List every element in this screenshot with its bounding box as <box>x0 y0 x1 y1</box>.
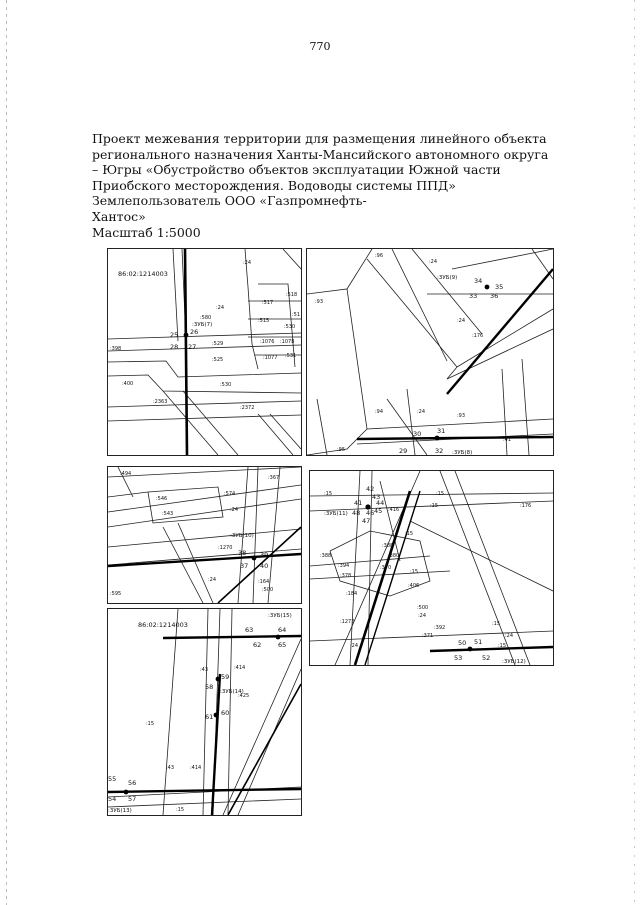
map-label: :24 <box>350 643 359 649</box>
route-line <box>430 647 553 651</box>
map-label: :15 <box>176 807 185 813</box>
point-number: 55 <box>108 775 117 783</box>
map-label: :24 <box>505 633 514 639</box>
map-label: :530 <box>284 324 296 330</box>
point-number: 34 <box>474 277 483 285</box>
map-label: :1273 <box>340 619 355 625</box>
point-number: 30 <box>413 430 422 438</box>
map-label: :1077 <box>263 355 278 361</box>
map-label: :414 <box>190 765 202 771</box>
map-panel-4-drawing <box>310 471 553 665</box>
point-number: 33 <box>469 292 478 300</box>
map-label: :96 <box>375 253 384 259</box>
point-number: 65 <box>278 641 287 649</box>
point-number: 32 <box>435 447 444 455</box>
point-number: 35 <box>495 283 504 291</box>
point-number: 26 <box>190 328 199 336</box>
parcel-label: :3УБ(10) <box>230 533 254 539</box>
point-number: 61 <box>205 713 214 721</box>
map-panel-5 <box>107 608 302 816</box>
map-label: :184 <box>346 591 358 597</box>
map-label: :367 <box>268 475 280 481</box>
map-label: :416 <box>388 507 400 513</box>
map-label: :546 <box>156 496 168 502</box>
cadastral-number: 86:02:1214003 <box>118 270 168 278</box>
map-label: :580 <box>200 315 212 321</box>
route-line <box>212 674 220 815</box>
point-number: 59 <box>221 673 230 681</box>
map-label: :24 <box>429 259 438 265</box>
map-label: :494 <box>120 471 132 477</box>
heading-line: – Югры «Обустройство объектов эксплуатации Южной части <box>92 162 501 178</box>
page-heading <box>92 131 549 240</box>
survey-point-dot <box>124 790 129 795</box>
point-number: 28 <box>170 343 179 351</box>
point-number: 64 <box>278 626 287 634</box>
heading-line: Приобского месторождения. Водоводы системы ППД» <box>92 177 456 193</box>
point-number: 63 <box>245 626 254 634</box>
map-label: :425 <box>238 693 250 699</box>
map-label: :414 <box>234 665 246 671</box>
map-label: :93 <box>315 299 324 305</box>
map-label: :43 <box>166 765 175 771</box>
map-label: :94 <box>375 409 384 415</box>
map-label: :400 <box>122 381 134 387</box>
parcel-label: :3УБ(14) <box>220 689 244 695</box>
point-number: 31 <box>437 427 446 435</box>
map-label: :500 <box>262 587 274 593</box>
map-label: :371 <box>422 633 434 639</box>
survey-point-dot <box>252 556 257 561</box>
route-line <box>108 789 301 792</box>
map-panel-5-drawing <box>108 609 301 815</box>
point-number: 43 <box>372 493 381 501</box>
map-label: :530 <box>220 382 232 388</box>
map-label: :388 <box>382 543 394 549</box>
map-label: :388 <box>320 553 332 559</box>
map-label: :531 <box>285 353 297 359</box>
map-label: :24 <box>208 577 217 583</box>
heading-line: Проект межевания территории для размещения линейного объекта <box>92 131 547 146</box>
map-label: :1076 <box>260 339 275 345</box>
parcel-label: :3УБ(8) <box>452 450 473 455</box>
map-panel-3 <box>107 466 302 604</box>
heading-line: регионального назначения Ханты-Мансийского автономного округа <box>92 146 549 162</box>
map-label: :15 <box>146 721 155 727</box>
point-number: 41 <box>354 499 363 507</box>
map-label: :15 <box>498 643 507 649</box>
point-number: 44 <box>376 499 385 507</box>
route-line <box>357 437 553 439</box>
map-label: :15 <box>410 569 419 575</box>
map-label: :398 <box>110 346 122 352</box>
map-label: :518 <box>286 292 298 298</box>
map-label: :2363 <box>153 399 168 405</box>
point-number: 36 <box>490 292 499 300</box>
survey-point-dot <box>485 285 490 290</box>
point-number: 42 <box>366 485 375 493</box>
point-number: 53 <box>454 654 463 662</box>
map-label: :24 <box>216 305 225 311</box>
heading-line: Масштаб 1:5000 <box>92 224 201 240</box>
map-label: :24 <box>417 409 426 415</box>
map-label: :394 <box>338 563 350 569</box>
parcel-label: :3УБ(13) <box>108 808 132 814</box>
map-label: :15 <box>324 491 333 497</box>
map-label: :392 <box>434 625 446 631</box>
survey-point-dot <box>184 333 189 338</box>
point-number: 45 <box>374 507 383 515</box>
map-panel-1-drawing <box>108 249 301 455</box>
parcel-label: :3УБ(11) <box>324 511 348 517</box>
cadastral-number: 86:02:1214003 <box>138 621 188 629</box>
point-number: 25 <box>170 331 179 339</box>
map-label: :51 <box>292 312 301 318</box>
survey-point-dot <box>276 635 281 640</box>
map-label: :543 <box>162 511 174 517</box>
point-number: 54 <box>108 795 117 803</box>
point-number: 47 <box>362 517 371 525</box>
map-label: :176 <box>472 333 484 339</box>
survey-point-dot <box>468 647 473 652</box>
map-panel-2 <box>306 248 554 456</box>
point-number: 38 <box>238 549 247 557</box>
point-number: 56 <box>128 779 137 787</box>
map-label: :406 <box>408 583 420 589</box>
map-label: :24 <box>457 318 466 324</box>
survey-point-dot <box>214 713 219 718</box>
parcel-label: :3УБ(7) <box>192 322 213 328</box>
point-number: 48 <box>352 509 361 517</box>
point-number: 27 <box>188 343 197 351</box>
map-label: :24 <box>418 613 427 619</box>
map-panel-3-drawing <box>108 467 301 603</box>
map-label: :2372 <box>240 405 255 411</box>
map-label: :529 <box>212 341 224 347</box>
route-line <box>228 684 301 815</box>
point-number: 60 <box>221 709 230 717</box>
parcel-label: :3УБ(12) <box>502 659 526 665</box>
point-number: 51 <box>474 638 483 646</box>
map-panel-4 <box>309 470 554 666</box>
point-number: 57 <box>128 795 137 803</box>
route-line <box>185 249 187 455</box>
point-number: 37 <box>240 562 249 570</box>
scan-edge-right <box>634 0 635 905</box>
map-label: :15 <box>492 621 501 627</box>
survey-point-dot <box>435 436 440 441</box>
map-label: :525 <box>212 357 224 363</box>
map-label: :164 <box>258 579 270 585</box>
parcel-label: :3УБ(15) <box>268 613 292 619</box>
map-label: :15 <box>405 531 414 537</box>
map-label: :176 <box>520 503 532 509</box>
map-label: :24 <box>243 260 252 266</box>
map-label: :93 <box>457 413 466 419</box>
map-label: :380 <box>388 553 400 559</box>
map-panel-2-drawing <box>307 249 553 455</box>
map-label: :41 <box>503 437 512 443</box>
page-number: 770 <box>309 40 331 53</box>
map-label: :43 <box>200 667 209 673</box>
map-label: :517 <box>262 300 274 306</box>
map-label: :378 <box>340 573 352 579</box>
point-number: 46 <box>366 509 375 517</box>
survey-point-dot <box>216 677 221 682</box>
point-number: 52 <box>482 654 491 662</box>
map-label: :24 <box>230 507 239 513</box>
heading-line: Землепользователь ООО «Газпромнефть- <box>92 193 367 209</box>
map-label: :1270 <box>218 545 233 551</box>
point-number: 62 <box>253 641 262 649</box>
point-number: 40 <box>260 562 269 570</box>
map-label: :15 <box>436 491 445 497</box>
heading-line: Хантос» <box>92 208 146 224</box>
map-label: :595 <box>110 591 122 597</box>
scan-edge-left <box>6 0 7 905</box>
map-panel-1 <box>107 248 302 456</box>
point-number: 50 <box>458 639 467 647</box>
map-label: :95 <box>337 447 346 453</box>
point-number: 29 <box>399 447 408 455</box>
map-label: :515 <box>258 318 270 324</box>
point-number: 39 <box>260 551 269 559</box>
point-number: 58 <box>205 683 214 691</box>
map-label: :500 <box>417 605 429 611</box>
map-label: :15 <box>430 503 439 509</box>
parcel-label: :3УБ(9) <box>437 275 458 281</box>
map-label: :574 <box>224 491 236 497</box>
map-label: :1078 <box>280 339 295 345</box>
map-label: :370 <box>380 565 392 571</box>
